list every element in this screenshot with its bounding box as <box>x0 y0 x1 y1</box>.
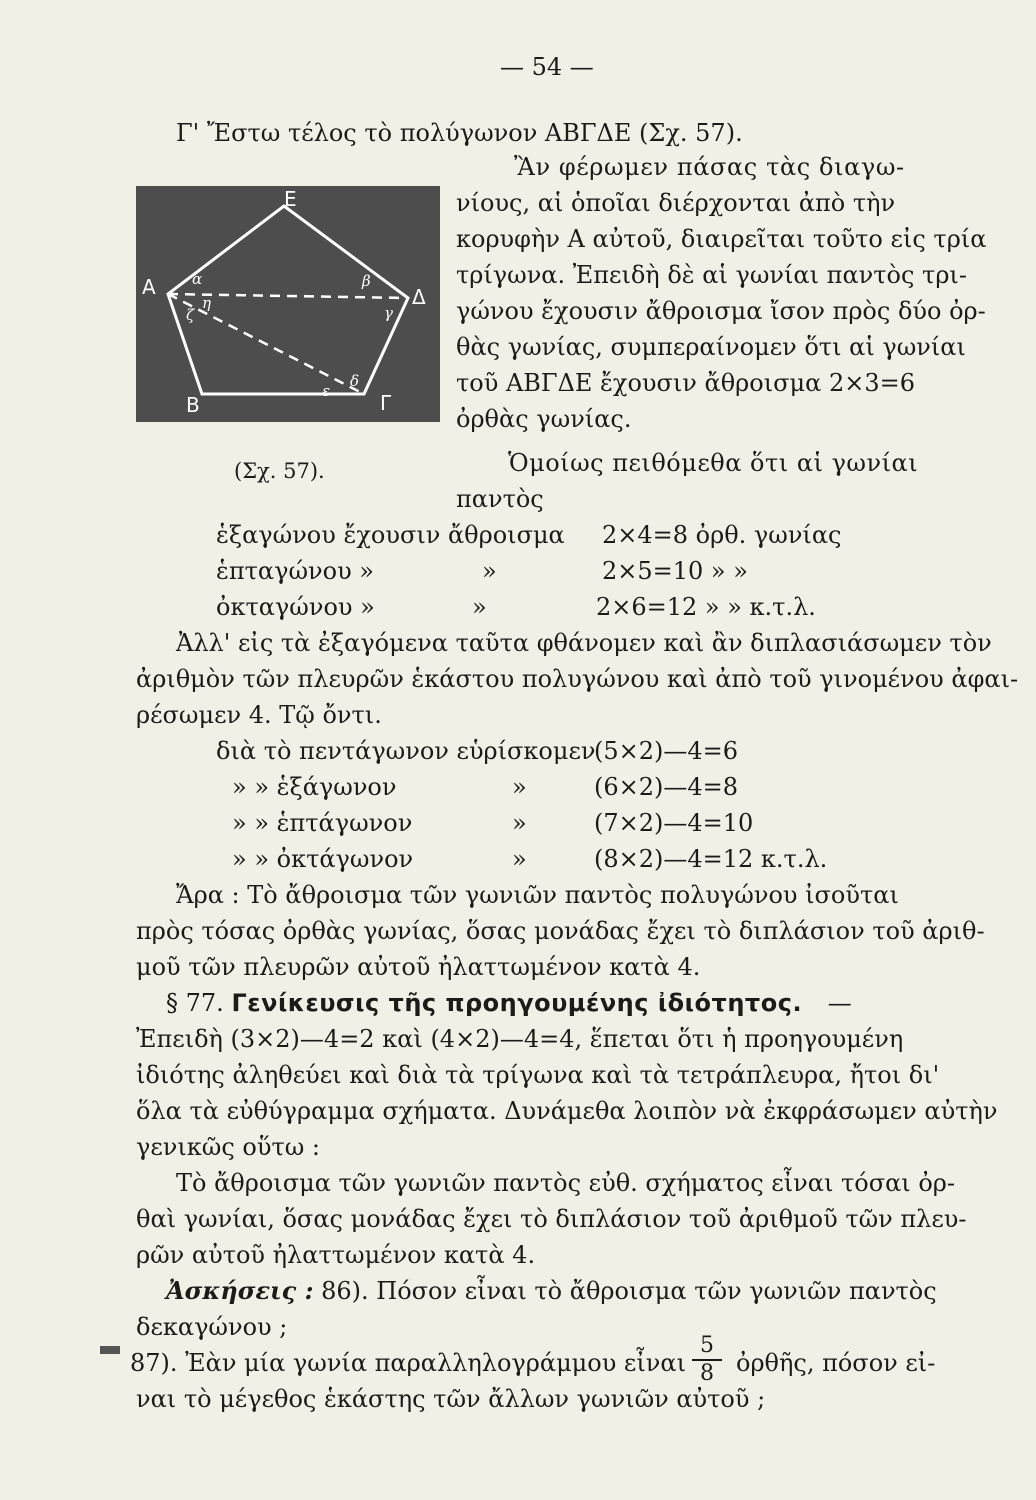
pentagon-diagram <box>136 186 440 422</box>
intro-line: Γ' Ἔστω τέλος τὸ πολύγωνον ΑΒΓΔΕ (Σχ. 57). <box>176 119 743 147</box>
angle-gamma: γ <box>384 304 393 322</box>
right-line-8: ὀρθὰς γωνίας. <box>456 405 632 433</box>
right-line-4: τρίγωνα. Ἐπειδὴ δὲ αἱ γωνίαι παντὸς τρι- <box>456 261 967 289</box>
table1-row2-name: ἑπταγώνου » <box>216 557 374 585</box>
exercise-87-start: 87). Ἐὰν μία γωνία παραλληλογράμμου εἶναι <box>130 1349 686 1377</box>
table2-row2-value: (6×2)—4=8 <box>594 773 739 801</box>
table2-row4-value: (8×2)—4=12 κ.τ.λ. <box>594 845 828 873</box>
angle-beta: β <box>362 272 371 290</box>
every-word: παντὸς <box>456 485 544 513</box>
exercise-87-end: ὀρθῆς, πόσον εἰ- <box>736 1349 936 1377</box>
conclusion-line-1: Ἄρα : Τὸ ἄθροισμα τῶν γωνιῶν παντὸς πολυγώνου ἰσοῦται <box>176 881 899 909</box>
paragraph2-line-1: Ἀλλ' εἰς τὰ ἐξαγόμενα ταῦτα φθάνομεν καὶ ἂν διπλασιάσωμεν τὸν <box>176 629 992 657</box>
exercise-86-line-1 <box>166 1276 937 1306</box>
right-line-1: Ἂν φέρωμεν πάσας τὰς διαγω- <box>514 153 905 181</box>
paragraph2-line-3: ρέσωμεν 4. Τῷ ὄντι. <box>136 701 382 729</box>
right-line-2: νίους, αἱ ὁποῖαι διέρχονται ἀπὸ τὴν <box>456 189 896 217</box>
right-line-6: θὰς γωνίας, συμπεραίνομεν ὅτι αἱ γωνίαι <box>456 333 966 361</box>
table2-row2-mid: » <box>512 773 527 801</box>
exercise-87-line-2: ναι τὸ μέγεθος ἑκάστης τῶν ἄλλων γωνιῶν αὐτοῦ ; <box>136 1385 766 1413</box>
table2-row4-name: » » ὀκτάγωνον <box>232 845 414 873</box>
theorem-line-3: ρῶν αὐτοῦ ἠλαττωμένον κατὰ 4. <box>136 1241 536 1269</box>
angle-alpha: α <box>192 270 203 288</box>
fraction-denominator: 8 <box>700 1361 714 1386</box>
section-title: Γενίκευσις τῆς προηγουμένης ἰδιότητος. <box>231 989 803 1017</box>
table2-row1-name: διὰ τὸ πεντάγωνον εὑρίσκομεν <box>216 737 596 765</box>
right-line-7: τοῦ ΑΒΓΔΕ ἔχουσιν ἄθροισμα 2×3=6 <box>456 369 915 397</box>
exercise-87-fraction <box>692 1333 722 1387</box>
table1-row1-name: ἑξαγώνου ἔχουσιν ἄθροισμα <box>216 521 565 549</box>
vertex-a: Α <box>142 275 156 299</box>
section-line-4: γενικῶς οὕτω : <box>136 1133 321 1161</box>
similarly-line: Ὁμοίως πειθόμεθα ὅτι αἱ γωνίαι <box>508 449 919 477</box>
exercises-label: Ἀσκήσεις : <box>166 1276 314 1305</box>
right-line-3: κορυφὴν Α αὐτοῦ, διαιρεῖται τοῦτο εἰς τρία <box>456 225 987 253</box>
conclusion-line-2: πρὸς τόσας ὀρθὰς γωνίας, ὅσας μονάδας ἔχει τὸ διπλάσιον τοῦ ἀριθ- <box>136 917 985 945</box>
paragraph2-line-2: ἀριθμὸν τῶν πλευρῶν ἑκάστου πολυγώνου καὶ ἀπὸ τοῦ γινομένου ἀφαι- <box>136 665 1019 693</box>
table1-row2-value: 2×5=10 » » <box>602 557 748 585</box>
angle-delta: δ <box>350 372 360 390</box>
table2-row3-value: (7×2)—4=10 <box>594 809 754 837</box>
table2-row3-name: » » ἑπτάγωνον <box>232 809 413 837</box>
vertex-g: Γ <box>380 391 392 415</box>
angle-eta: η <box>202 294 211 312</box>
section-heading <box>166 988 852 1018</box>
table2-row2-name: » » ἑξάγωνον <box>232 773 397 801</box>
vertex-b: Β <box>186 393 200 417</box>
table2-row4-mid: » <box>512 845 527 873</box>
vertex-e: Ε <box>284 187 297 211</box>
angle-epsilon: ε <box>322 382 331 400</box>
table1-row3-value: 2×6=12 » » κ.τ.λ. <box>596 593 816 621</box>
section-dash: — <box>827 989 852 1017</box>
fraction-numerator: 5 <box>692 1333 722 1361</box>
section-line-3: ὅλα τὰ εὐθύγραμμα σχήματα. Δυνάμεθα λοιπὸν νὰ ἐκφράσωμεν αὐτὴν <box>136 1097 998 1125</box>
conclusion-line-3: μοῦ τῶν πλευρῶν αὐτοῦ ἠλαττωμένον κατὰ 4. <box>136 953 701 981</box>
figure-57 <box>136 186 440 422</box>
vertex-d: Δ <box>412 285 426 309</box>
table1-row1-value: 2×4=8 ὀρθ. γωνίας <box>602 521 842 549</box>
table2-row3-mid: » <box>512 809 527 837</box>
exercise-86-line-2: δεκαγώνου ; <box>136 1313 288 1341</box>
table1-row2-mid: » <box>482 557 497 585</box>
right-line-5: γώνου ἔχουσιν ἄθροισμα ἴσον πρὸς δύο ὀρ- <box>456 297 986 325</box>
table2-row1-value: (5×2)—4=6 <box>594 737 739 765</box>
section-line-1: Ἐπειδὴ (3×2)—4=2 καὶ (4×2)—4=4, ἕπεται ὅτι ἡ προηγουμένη <box>136 1025 904 1053</box>
table1-row3-name: ὀκταγώνου » <box>216 593 375 621</box>
margin-mark <box>100 1346 120 1354</box>
angle-zeta: ζ <box>186 306 195 324</box>
theorem-line-2: θαὶ γωνίαι, ὅσας μονάδας ἔχει τὸ διπλάσιον τοῦ ἀριθμοῦ τῶν πλευ- <box>136 1205 967 1233</box>
exercise-86-text: 86). Πόσον εἶναι τὸ ἄθροισμα τῶν γωνιῶν παντὸς <box>321 1277 937 1305</box>
theorem-line-1: Τὸ ἄθροισμα τῶν γωνιῶν παντὸς εὐθ. σχήματος εἶναι τόσαι ὀρ- <box>176 1169 956 1197</box>
page-number: — 54 — <box>500 53 594 81</box>
table1-row3-mid: » <box>472 593 487 621</box>
figure-caption: (Σχ. 57). <box>234 459 325 483</box>
section-marker: § 77. <box>166 989 224 1017</box>
section-line-2: ἰδιότης ἀληθεύει καὶ διὰ τὰ τρίγωνα καὶ τὰ τετράπλευρα, ἤτοι δι' <box>136 1061 940 1089</box>
